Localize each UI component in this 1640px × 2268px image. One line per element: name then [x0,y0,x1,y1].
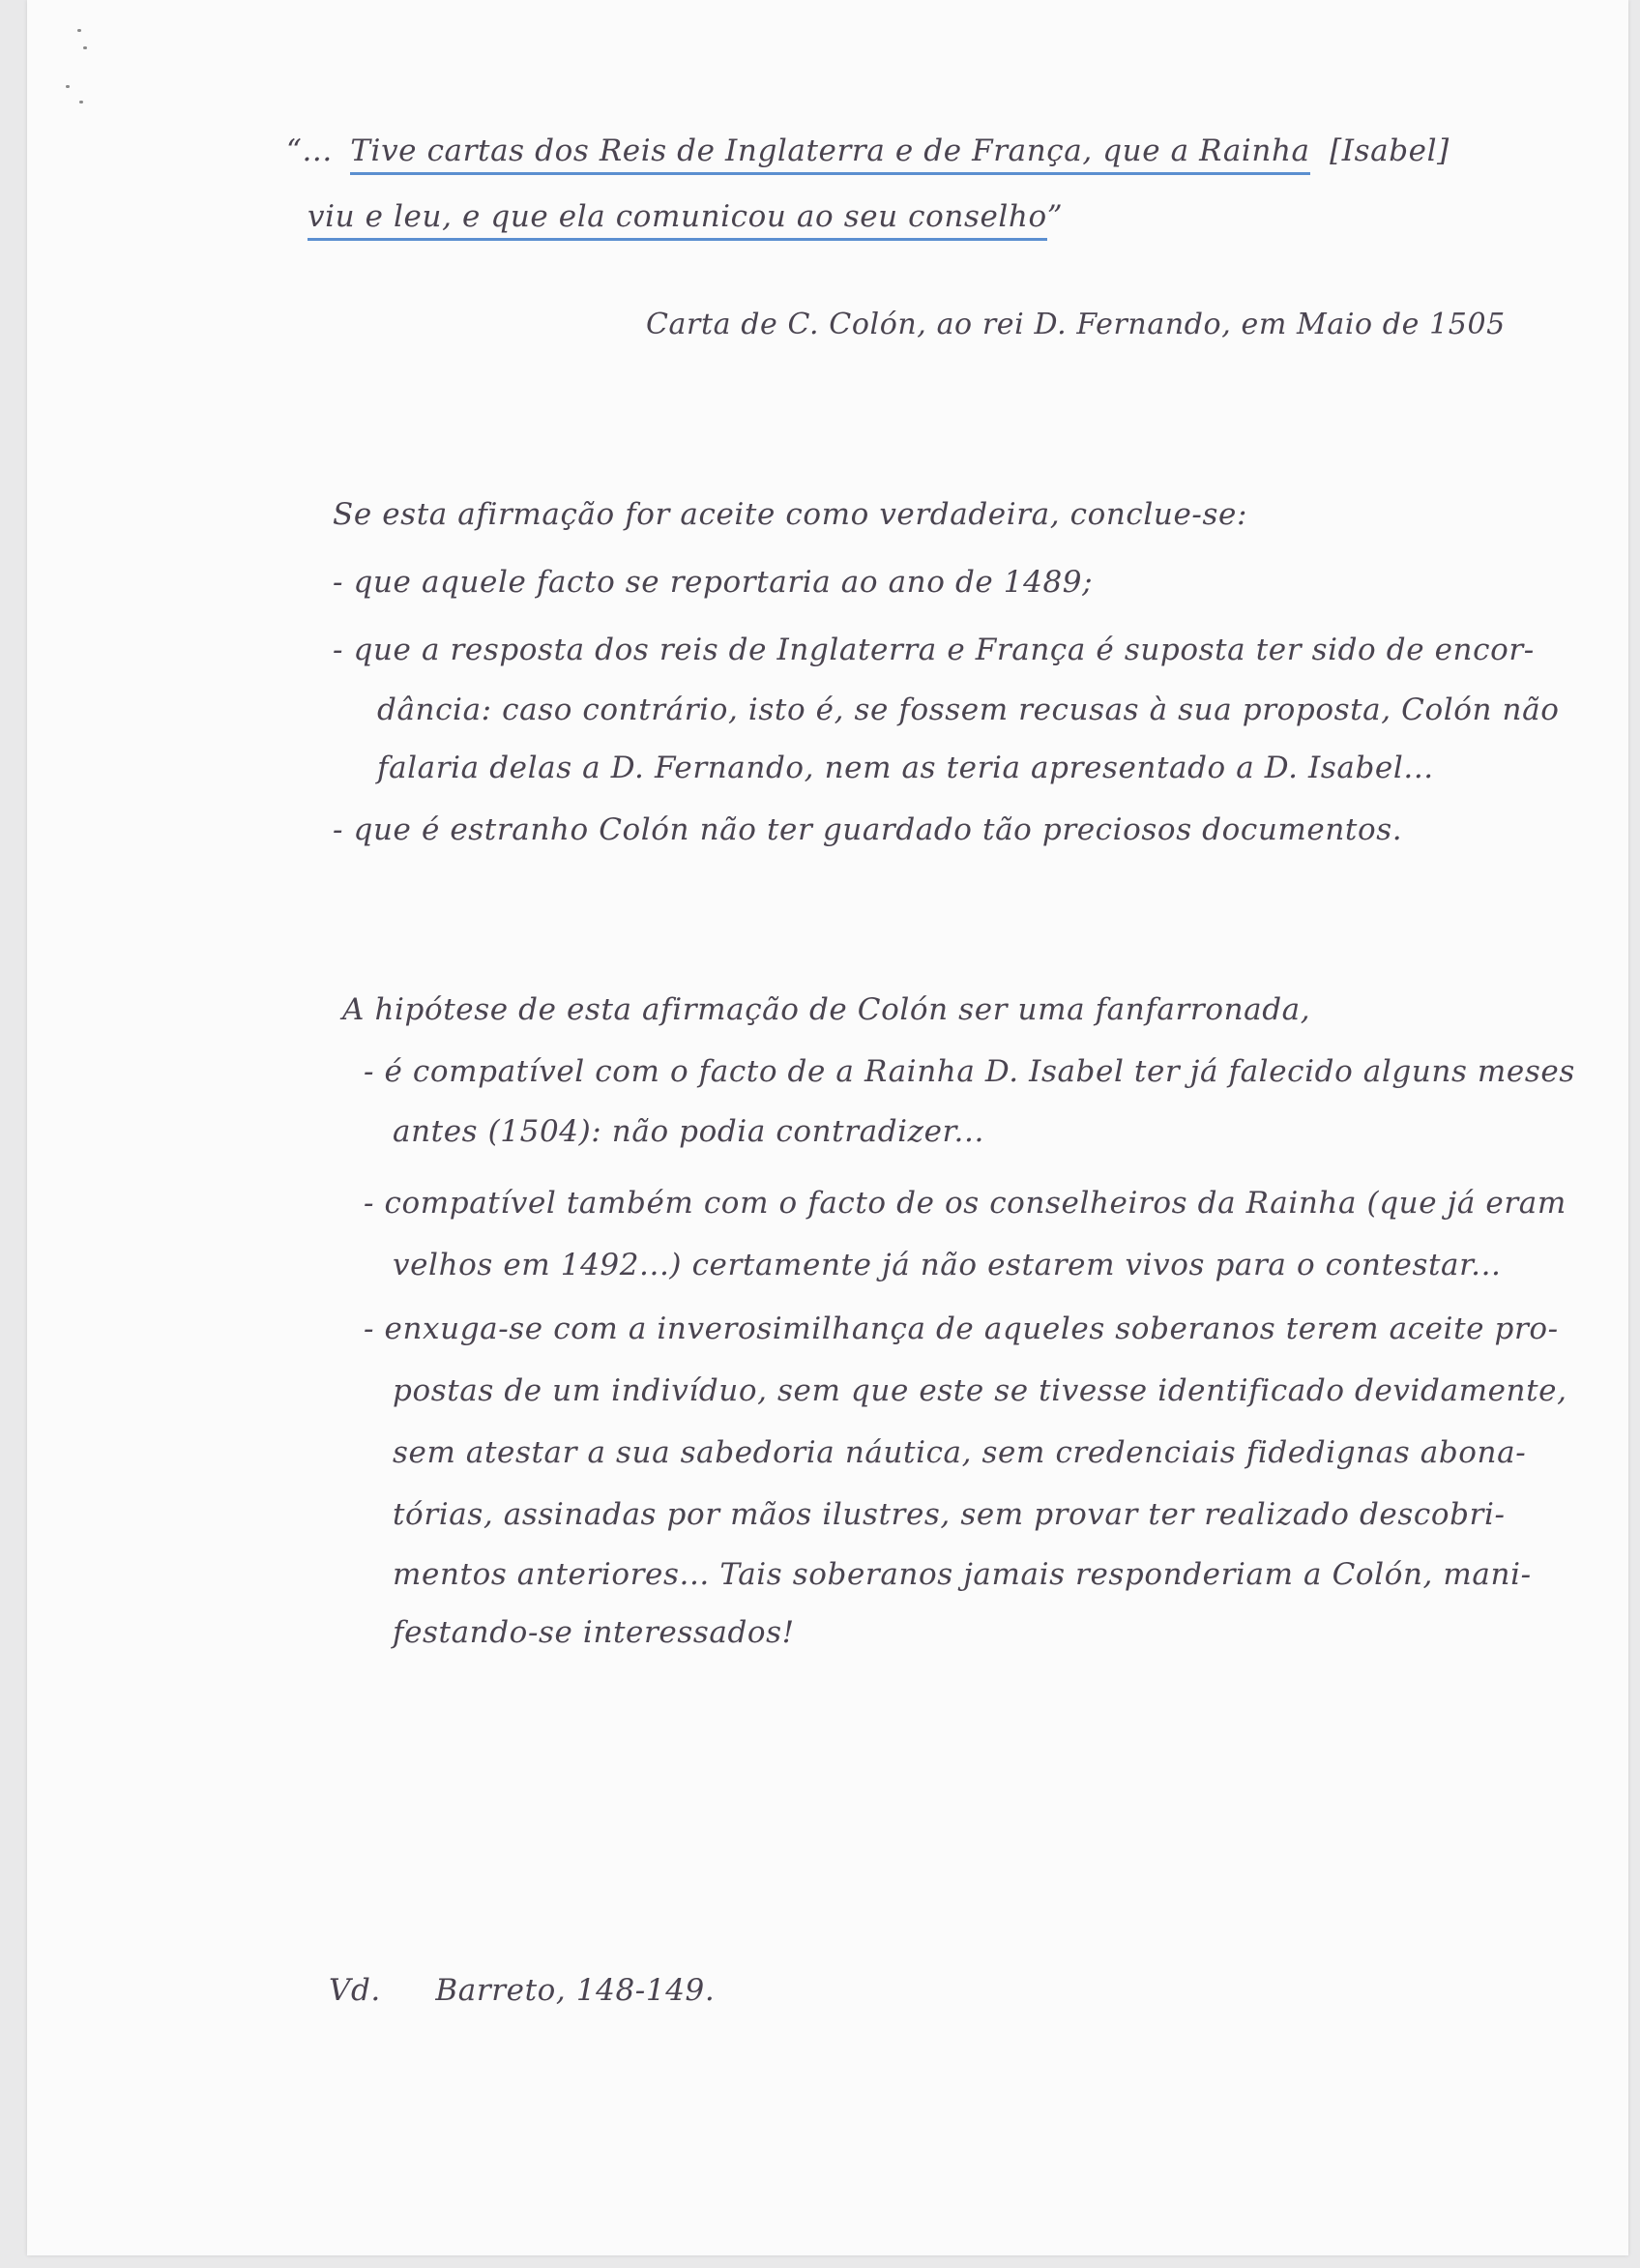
section2-line: festando-se interessados! [393,1615,795,1650]
manuscript-page [27,0,1628,2255]
section2-intro: A hipótese de esta afirmação de Colón ser uma fanfarronada, [342,992,1311,1027]
section2-line: antes (1504): não podia contradizer... [393,1114,984,1149]
quote-open-mark: “... [286,133,333,168]
citation: Carta de C. Colón, ao rei D. Fernando, em Maio de 1505 [646,308,1506,341]
section2-line: tórias, assinadas por mãos ilustres, sem provar ter realizado descobri- [393,1497,1506,1532]
section1-item: - que aquele facto se reportaria ao ano de 1489; [333,565,1094,600]
reference-source: Barreto, 148-149. [435,1973,716,2008]
section2-line: - compatível também com o facto de os conselheiros da Rainha (que já eram [364,1186,1567,1221]
quote-underlined-text-1: Tive cartas dos Reis de Inglaterra e de França, que a Rainha [350,133,1309,175]
section2-line: mentos anteriores... Tais soberanos jamais responderiam a Colón, mani- [393,1557,1532,1592]
paper-speck [79,101,83,103]
paper-speck [77,29,81,32]
section2-line: - enxuga-se com a inverosimilhança de aqueles soberanos terem aceite pro- [364,1311,1559,1346]
paper-speck [83,46,87,49]
section2-line: - é compatível com o facto de a Rainha D. Isabel ter já falecido alguns meses [364,1054,1575,1089]
section2-line: sem atestar a sua sabedoria náutica, sem credenciais fidedignas abona- [393,1435,1527,1470]
quote-line-2 [308,199,1063,234]
quote-bracket-note: [Isabel] [1330,133,1450,168]
section1-item: - que a resposta dos reis de Inglaterra e França é suposta ter sido de encor- [333,633,1535,667]
reference-label: Vd. [329,1973,381,2008]
section1-item: dância: caso contrário, isto é, se fossem recusas à sua proposta, Colón não [377,692,1560,727]
section2-line: postas de um indivíduo, sem que este se tivesse identificado devidamente, [393,1373,1567,1408]
paper-speck [66,85,70,88]
section1-item: - que é estranho Colón não ter guardado tão preciosos documentos. [333,812,1403,847]
quote-underlined-text-2: viu e leu, e que ela comunicou ao seu conselho [308,199,1047,241]
quote-line-1 [286,133,1450,168]
section2-line: velhos em 1492...) certamente já não estarem vivos para o contestar... [393,1248,1502,1282]
section1-intro: Se esta afirmação for aceite como verdadeira, conclue-se: [333,497,1247,532]
reference [329,1973,715,2008]
section1-item: falaria delas a D. Fernando, nem as teria apresentado a D. Isabel... [377,751,1434,785]
quote-close-mark: ” [1046,199,1064,234]
